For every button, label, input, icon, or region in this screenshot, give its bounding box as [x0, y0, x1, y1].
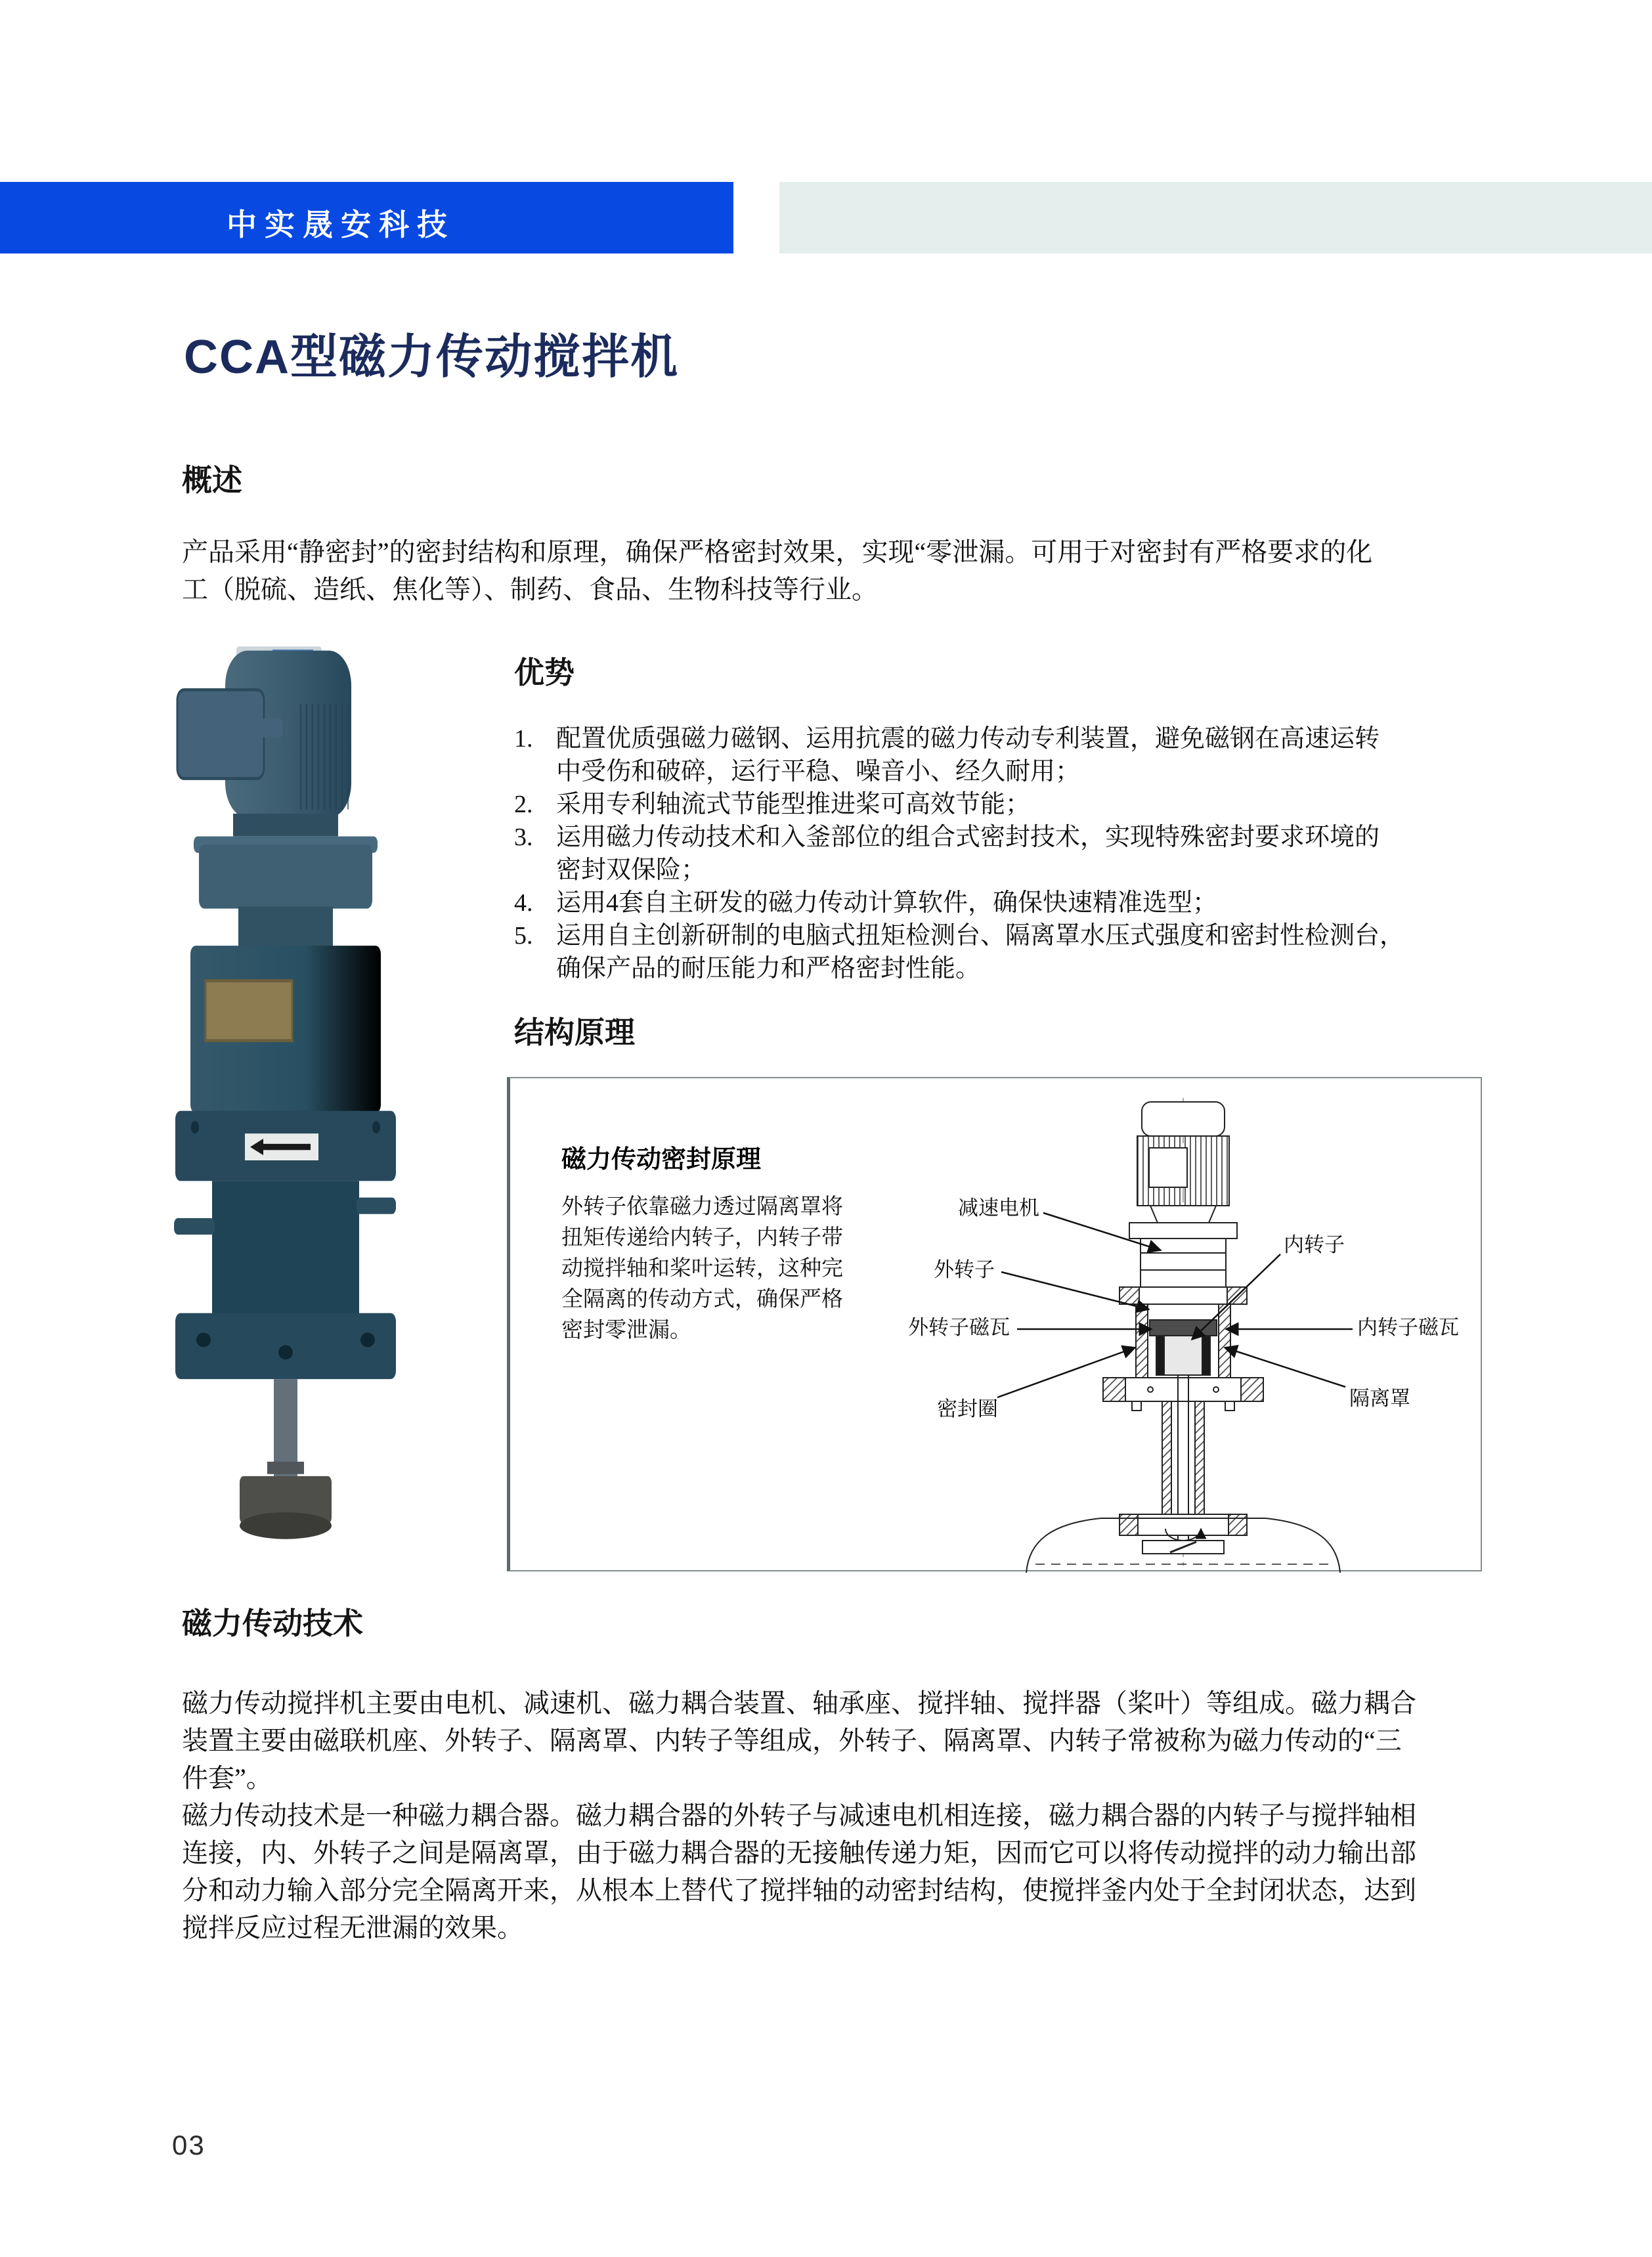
diagram-label-outer-rotor-magnet: 外转子磁瓦	[908, 1316, 1010, 1339]
text-line: 磁力传动搅拌机主要由电机、减速机、磁力耦合装置、轴承座、搅拌轴、搅拌器（桨叶）等组成。磁力耦合	[182, 1688, 1416, 1718]
section-heading-advantages: 优势	[514, 655, 575, 690]
text-line: 密封零泄漏。	[561, 1319, 691, 1342]
text-line: 外转子依靠磁力透过隔离罩将	[561, 1195, 843, 1219]
tech-paragraphs	[182, 1684, 1515, 1946]
text-line: 搅拌反应过程无泄漏的效果。	[182, 1913, 523, 1942]
diagram-label-isolation-shroud: 隔离罩	[1349, 1387, 1410, 1410]
section-heading-structure: 结构原理	[514, 1015, 635, 1049]
list-item	[514, 821, 1538, 887]
list-item	[514, 788, 1538, 821]
list-item	[514, 887, 1538, 919]
product-photo	[174, 640, 397, 1543]
text-line: 产品采用“静密封”的密封结构和原理，确保严格密封效果，实现“零泄漏。可用于对密封有严格要求的化	[182, 537, 1373, 567]
text-line: 工（脱硫、造纸、焦化等）、制药、食品、生物科技等行业。	[182, 575, 878, 604]
list-item-number: 5.	[514, 922, 533, 950]
diagram-description	[561, 1192, 870, 1346]
section-heading-tech: 磁力传动技术	[182, 1606, 363, 1640]
diagram-title: 磁力传动密封原理	[561, 1146, 762, 1173]
list-item-number: 3.	[514, 823, 533, 851]
list-item-line: 确保产品的耐压能力和严格密封性能。	[556, 955, 981, 982]
list-item-line: 配置优质强磁力磁钢、运用抗震的磁力传动专利装置，避免磁钢在高速运转	[556, 725, 1380, 753]
list-item-line: 运用磁力传动技术和入釜部位的组合式密封技术，实现特殊密封要求环境的	[556, 823, 1380, 851]
diagram-label-inner-rotor: 内转子	[1284, 1233, 1345, 1256]
list-item-line: 运用自主创新研制的电脑式扭矩检测台、隔离罩水压式强度和密封性检测台，	[556, 922, 1405, 950]
diagram-label-gear-motor: 减速电机	[958, 1196, 1039, 1219]
list-item-number: 2.	[514, 791, 533, 818]
text-line: 分和动力输入部分完全隔离开来，从根本上替代了搅拌轴的动密封结构，使搅拌釜内处于全封闭状态，达到	[182, 1875, 1416, 1905]
list-item	[514, 919, 1538, 985]
structure-principle-box	[507, 1077, 1482, 1571]
list-item-line: 运用4套自主研发的磁力传动计算软件，确保快速精准选型；	[556, 889, 1218, 917]
list-item-number: 1.	[514, 725, 533, 753]
advantages-list	[514, 722, 1538, 985]
text-line: 扭矩传递给内转子，内转子带	[561, 1226, 843, 1250]
text-line: 装置主要由磁联机座、外转子、隔离罩、内转子等组成，外转子、隔离罩、内转子常被称为磁力传动的“三	[182, 1726, 1402, 1755]
diagram-label-seal-ring: 密封圈	[937, 1397, 998, 1420]
list-item	[514, 722, 1538, 788]
text-line: 全隔离的传动方式，确保严格	[561, 1288, 843, 1311]
text-line: 件套”。	[182, 1763, 272, 1793]
section-heading-overview: 概述	[182, 463, 242, 497]
overview-paragraph	[182, 533, 1515, 608]
text-line: 磁力传动技术是一种磁力耦合器。磁力耦合器的外转子与减速电机相连接，磁力耦合器的内转子与搅拌轴相	[182, 1801, 1416, 1830]
company-name: 中实晟安科技	[227, 208, 455, 242]
page-title: CCA型磁力传动搅拌机	[184, 331, 679, 383]
text-line: 连接，内、外转子之间是隔离罩，由于磁力耦合器的无接触传递力矩，因而它可以将传动搅拌的动力输出部	[182, 1838, 1416, 1868]
header-gray-band	[779, 182, 1652, 253]
diagram-label-inner-rotor-magnet: 内转子磁瓦	[1357, 1316, 1459, 1339]
page-number: 03	[172, 2130, 206, 2160]
list-item-number: 4.	[514, 889, 533, 917]
list-item-line: 采用专利轴流式节能型推进桨可高效节能；	[556, 791, 1031, 818]
mixer-schematic	[1026, 1098, 1340, 1573]
diagram-label-outer-rotor: 外转子	[934, 1258, 995, 1281]
list-item-line: 中受伤和破碎，运行平稳、噪音小、经久耐用；	[556, 758, 1081, 785]
text-line: 动搅拌轴和桨叶运转，这种完	[561, 1257, 843, 1281]
list-item-line: 密封双保险；	[556, 856, 706, 884]
